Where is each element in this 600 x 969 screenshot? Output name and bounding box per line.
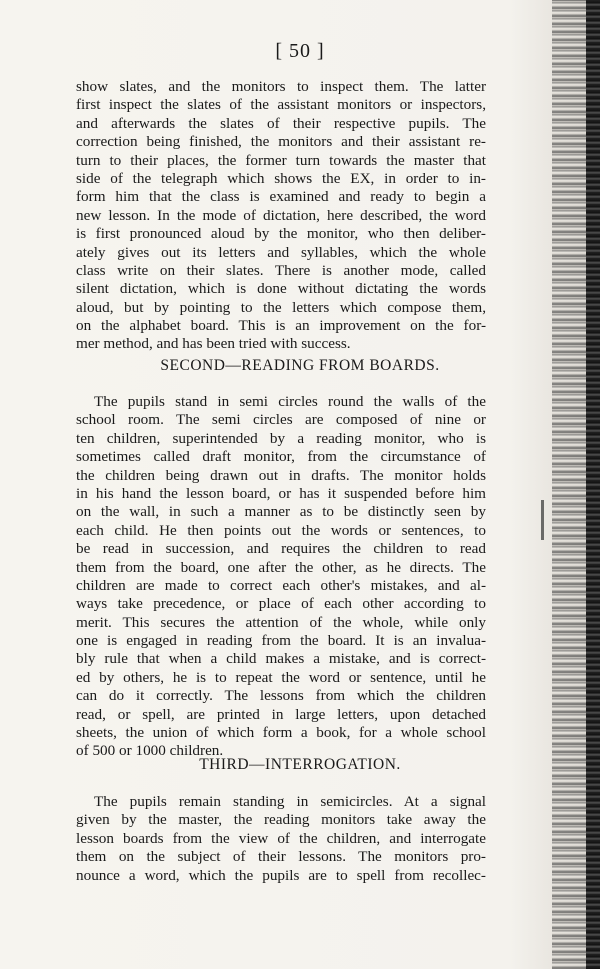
text-line: turn to their places, the former turn towards the master that [76, 151, 486, 169]
text-line: first inspect the slates of the assistant monitors or inspectors, [76, 96, 486, 114]
text-line: merit. This secures the attention of the whole, while only [76, 613, 486, 631]
text-line: in his hand the lesson board, or has it suspended before him [76, 484, 486, 502]
paragraph-dictation [76, 78, 486, 354]
text-line: sheets, the union of which form a book, for a whole school [76, 724, 486, 742]
text-line: sometimes called draft monitor, from the circumstance of [76, 448, 486, 466]
text-line: new lesson. In the mode of dictation, here described, the word [76, 206, 486, 224]
text-line: lesson boards from the view of the children, and interrogate [76, 829, 486, 847]
text-line: The pupils stand in semi circles round the walls of the [94, 393, 486, 410]
text-line: ed by others, he is to repeat the word or sentence, until he [76, 668, 486, 686]
text-line: can do it correctly. The lessons from which the children [76, 687, 486, 705]
text-line: aloud, but by pointing to the letters which compose them, [76, 298, 486, 316]
page-number: [ 50 ] [275, 40, 325, 62]
paragraph-reading [76, 393, 486, 761]
text-line: ways take precedence, or place of each other according to [76, 595, 486, 613]
text-line: be read in succession, and requires the children to read [76, 540, 486, 558]
text-line: class write on their slates. There is another mode, called [76, 261, 486, 279]
text-line: bly rule that when a child makes a mistake, and is correct- [76, 650, 486, 668]
text-line: each child. He then points out the words or sentences, to [76, 521, 486, 539]
text-line: the children being drawn out in drafts. The monitor holds [76, 466, 486, 484]
text-line: silent dictation, which is done without dictating the words [76, 280, 486, 298]
book-binding-shadow [586, 0, 600, 969]
text-line: correction being finished, the monitors and their assistant re- [76, 133, 486, 151]
text-line: them on the subject of their lessons. The monitors pro- [76, 848, 486, 866]
text-line: read, or spell, are printed in large letters, upon detached [76, 705, 486, 723]
text-line: on the wall, in such a manner as to be distinctly seen by [76, 503, 486, 521]
text-line: ately gives out its letters and syllables, which the whole [76, 243, 486, 261]
paragraph-interrogation [76, 793, 486, 885]
text-line: is first pronounced aloud by the monitor, who then deliber- [76, 225, 486, 243]
text-line: given by the master, the reading monitors take away the [76, 811, 486, 829]
margin-mark [541, 500, 544, 540]
text-line: one is engaged in reading from the board. It is an invalua- [76, 632, 486, 650]
text-line: show slates, and the monitors to inspect them. The latter [76, 78, 486, 95]
text-line: form him that the class is examined and ready to begin a [76, 188, 486, 206]
text-line: The pupils remain standing in semicircles. At a signal [94, 793, 486, 810]
text-line: nounce a word, which the pupils are to spell from recollec- [76, 866, 486, 884]
text-line: them from the board, one after the other, as he directs. The [76, 558, 486, 576]
text-line: side of the telegraph which shows the EX, in order to in- [76, 169, 486, 187]
text-line: of 500 or 1000 children. [76, 742, 224, 760]
section-heading-reading: SECOND—READING FROM BOARDS. [160, 357, 440, 374]
text-line: ten children, superintended by a reading monitor, who is [76, 429, 486, 447]
text-line: and afterwards the slates of their respective pupils. The [76, 114, 486, 132]
text-line: mer method, and has been tried with success. [76, 335, 351, 353]
text-line: school room. The semi circles are composed of nine or [76, 411, 486, 429]
section-heading-interrogation: THIRD—INTERROGATION. [199, 756, 401, 773]
text-line: children are made to correct each other's mistakes, and al- [76, 576, 486, 594]
text-line: on the alphabet board. This is an improvement on the for- [76, 317, 486, 335]
